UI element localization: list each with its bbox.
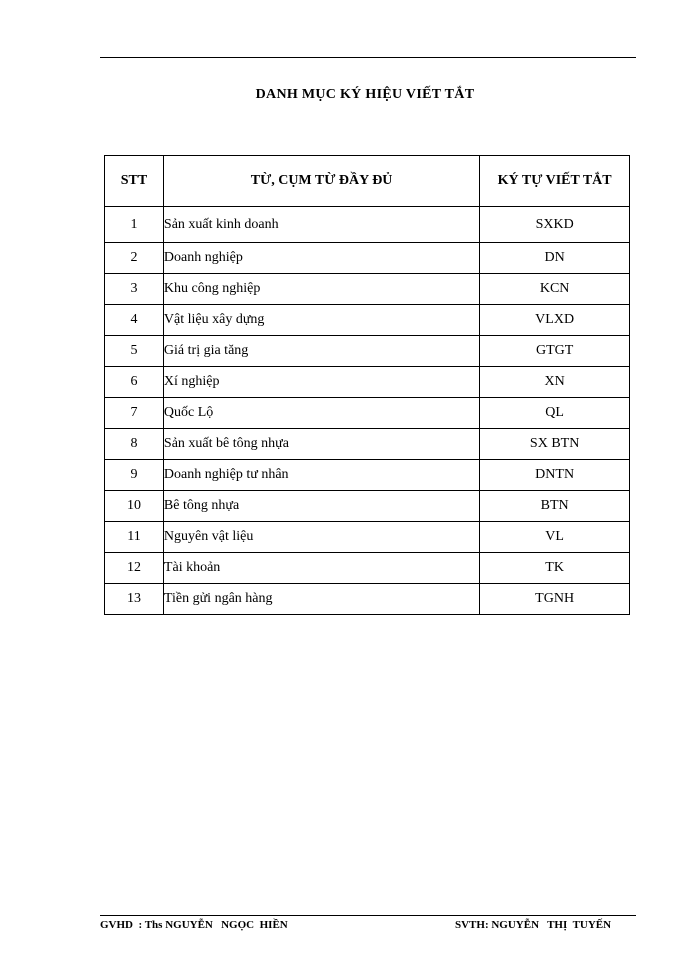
row-number: 3 xyxy=(105,274,164,305)
page-title: DANH MỤC KÝ HIỆU VIẾT TẮT xyxy=(255,87,475,102)
full-term: Bê tông nhựa xyxy=(163,491,479,522)
abbreviation: DNTN xyxy=(480,460,630,491)
abbreviation: SX BTN xyxy=(480,429,630,460)
table-row xyxy=(105,553,630,584)
footer-supervisor: GVHD : Ths NGUYỄN NGỌC HIỀN xyxy=(100,919,288,931)
full-term: Giá trị gia tăng xyxy=(163,336,479,367)
row-number: 7 xyxy=(105,398,164,429)
row-number: 6 xyxy=(105,367,164,398)
table-row xyxy=(105,429,630,460)
table-row xyxy=(105,305,630,336)
abbreviation: VL xyxy=(480,522,630,553)
table-row xyxy=(105,584,630,615)
row-number: 4 xyxy=(105,305,164,336)
abbreviation: KCN xyxy=(480,274,630,305)
full-term: Sản xuất bê tông nhựa xyxy=(163,429,479,460)
full-term: Sản xuất kinh doanh xyxy=(163,207,479,243)
row-number: 8 xyxy=(105,429,164,460)
row-number: 11 xyxy=(105,522,164,553)
row-number: 1 xyxy=(105,207,164,243)
footer-rule xyxy=(100,915,636,916)
header-stt: STT xyxy=(105,156,164,207)
table-row xyxy=(105,491,630,522)
full-term: Tài khoản xyxy=(163,553,479,584)
full-term: Doanh nghiệp xyxy=(163,243,479,274)
full-term: Xí nghiệp xyxy=(163,367,479,398)
header-rule xyxy=(100,57,636,58)
abbreviation: VLXD xyxy=(480,305,630,336)
abbreviation: BTN xyxy=(480,491,630,522)
row-number: 9 xyxy=(105,460,164,491)
abbreviation: GTGT xyxy=(480,336,630,367)
abbreviation: XN xyxy=(480,367,630,398)
table-row xyxy=(105,274,630,305)
header-abbreviation: KÝ TỰ VIẾT TẮT xyxy=(480,156,630,207)
footer-student: SVTH: NGUYỄN THỊ TUYẾN xyxy=(455,919,612,931)
full-term: Tiền gửi ngân hàng xyxy=(163,584,479,615)
table-row xyxy=(105,207,630,243)
table-row xyxy=(105,460,630,491)
abbreviation: SXKD xyxy=(480,207,630,243)
row-number: 13 xyxy=(105,584,164,615)
row-number: 2 xyxy=(105,243,164,274)
abbreviation: TK xyxy=(480,553,630,584)
table-row xyxy=(105,367,630,398)
row-number: 10 xyxy=(105,491,164,522)
table-header-row xyxy=(105,156,630,207)
table-row xyxy=(105,336,630,367)
row-number: 5 xyxy=(105,336,164,367)
full-term: Vật liệu xây dựng xyxy=(163,305,479,336)
abbreviation: DN xyxy=(480,243,630,274)
full-term: Doanh nghiệp tư nhân xyxy=(163,460,479,491)
table-row xyxy=(105,398,630,429)
table-row xyxy=(105,243,630,274)
header-full-term: TỪ, CỤM TỪ ĐẦY ĐỦ xyxy=(163,156,479,207)
full-term: Nguyên vật liệu xyxy=(163,522,479,553)
full-term: Quốc Lộ xyxy=(163,398,479,429)
abbreviation: QL xyxy=(480,398,630,429)
row-number: 12 xyxy=(105,553,164,584)
table-row xyxy=(105,522,630,553)
abbreviation-table xyxy=(104,155,630,615)
full-term: Khu công nghiệp xyxy=(163,274,479,305)
abbreviation: TGNH xyxy=(480,584,630,615)
